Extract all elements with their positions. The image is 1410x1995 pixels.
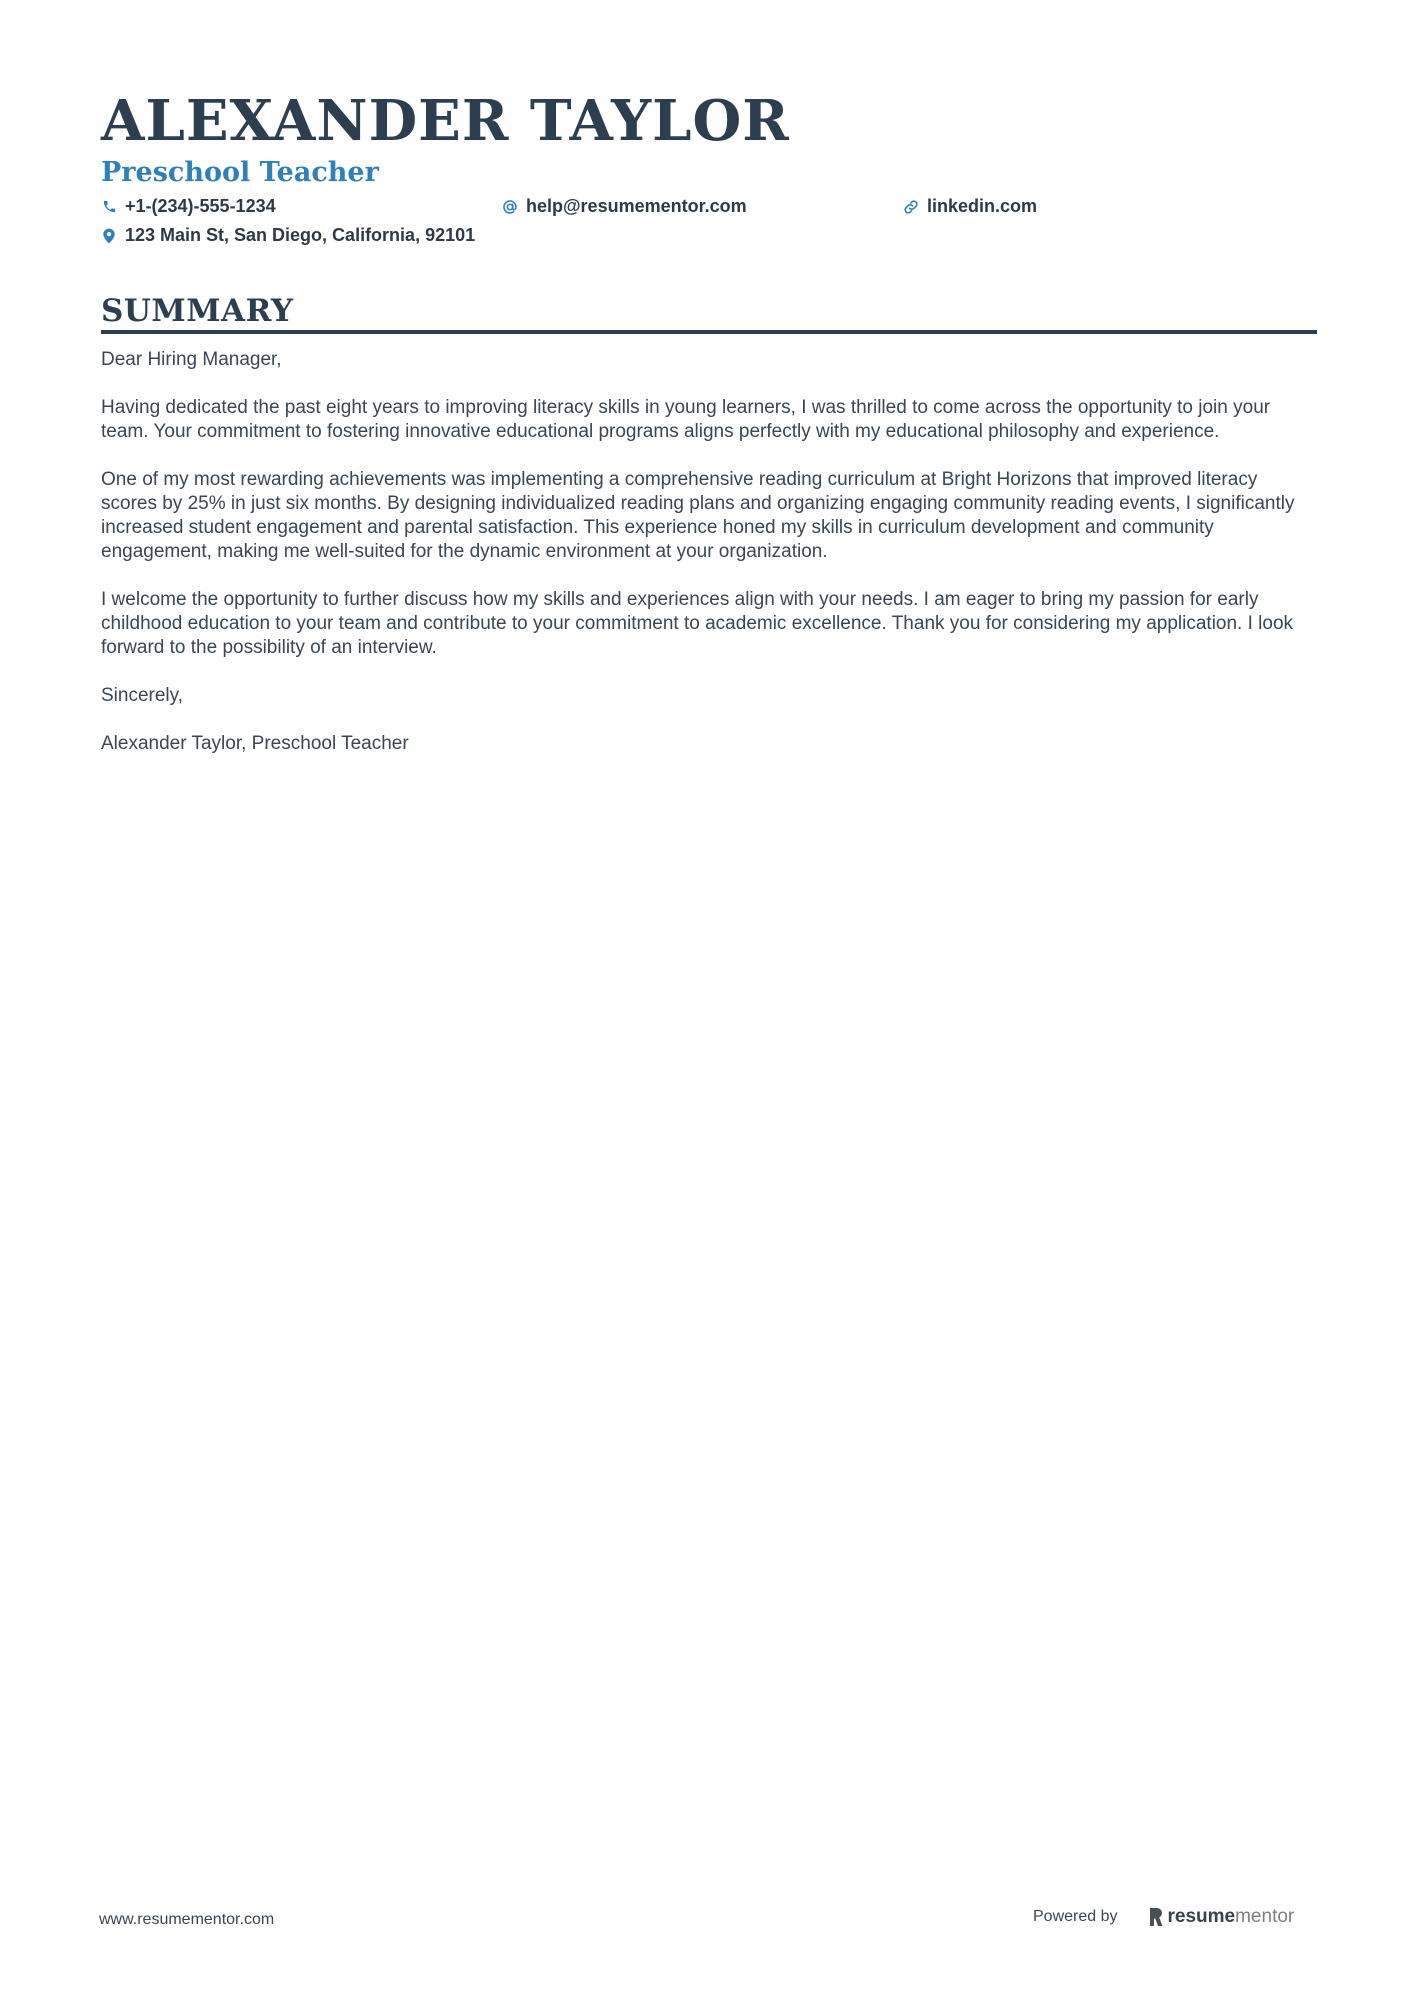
candidate-role: Preschool Teacher xyxy=(101,157,379,188)
link-icon xyxy=(903,199,919,215)
address-text: 123 Main St, San Diego, California, 92101 xyxy=(125,225,476,245)
sign-off: Sincerely, xyxy=(101,685,184,706)
header xyxy=(101,88,1317,256)
salutation: Dear Hiring Manager, xyxy=(101,349,282,370)
brand-name-bold: resume xyxy=(1167,1906,1236,1927)
brand-name-light: mentor xyxy=(1235,1906,1295,1927)
paragraph-closing: I welcome the opportunity to further discuss how my skills and experiences align with your needs. I am eager to bring my passion for early childhood education to your team and contribute to your commitment to academic excellence. Thank you for considering my application. I look forward to the possibility of an interview. xyxy=(101,589,1294,658)
at-icon xyxy=(502,199,518,215)
section-divider xyxy=(101,330,1317,334)
contact-link[interactable] xyxy=(903,196,1037,217)
resumementor-logo-icon xyxy=(1148,1907,1164,1927)
contact-phone[interactable] xyxy=(101,196,276,217)
email-text: help@resumementor.com xyxy=(526,196,747,216)
phone-icon xyxy=(101,199,117,215)
brand-logo[interactable] xyxy=(1148,1906,1295,1928)
contact-address xyxy=(101,225,475,246)
contact-list xyxy=(101,196,1317,256)
footer-website[interactable]: www.resumementor.com xyxy=(99,1911,275,1928)
summary-section xyxy=(101,292,1317,780)
footer-branding xyxy=(1033,1906,1294,1928)
letter-body xyxy=(101,348,1317,756)
paragraph-achievement: One of my most rewarding achievements was implementing a comprehensive reading curriculum at Bright Horizons that improved literacy scores by 25% in just six months. By designing individualized reading plans and organizing engaging community reading events, I significantly increased student engagement and parental satisfaction. This experience honed my skills in curriculum development and community engagement, making me well-suited for the dynamic environment at your organization. xyxy=(101,469,1295,562)
section-title: SUMMARY xyxy=(101,293,294,329)
signature: Alexander Taylor, Preschool Teacher xyxy=(101,733,409,754)
link-text: linkedin.com xyxy=(927,196,1038,216)
paragraph-intro: Having dedicated the past eight years to improving literacy skills in young learners, I was thrilled to come across the opportunity to join your team. Your commitment to fostering innovative educational programs aligns perfectly with my educational philosophy and experience. xyxy=(101,397,1271,442)
phone-text: +1-(234)-555-1234 xyxy=(125,196,276,216)
contact-email[interactable] xyxy=(502,196,747,217)
location-pin-icon xyxy=(101,228,117,244)
powered-by-label: Powered by xyxy=(1033,1908,1118,1925)
candidate-name: ALEXANDER TAYLOR xyxy=(101,88,790,154)
